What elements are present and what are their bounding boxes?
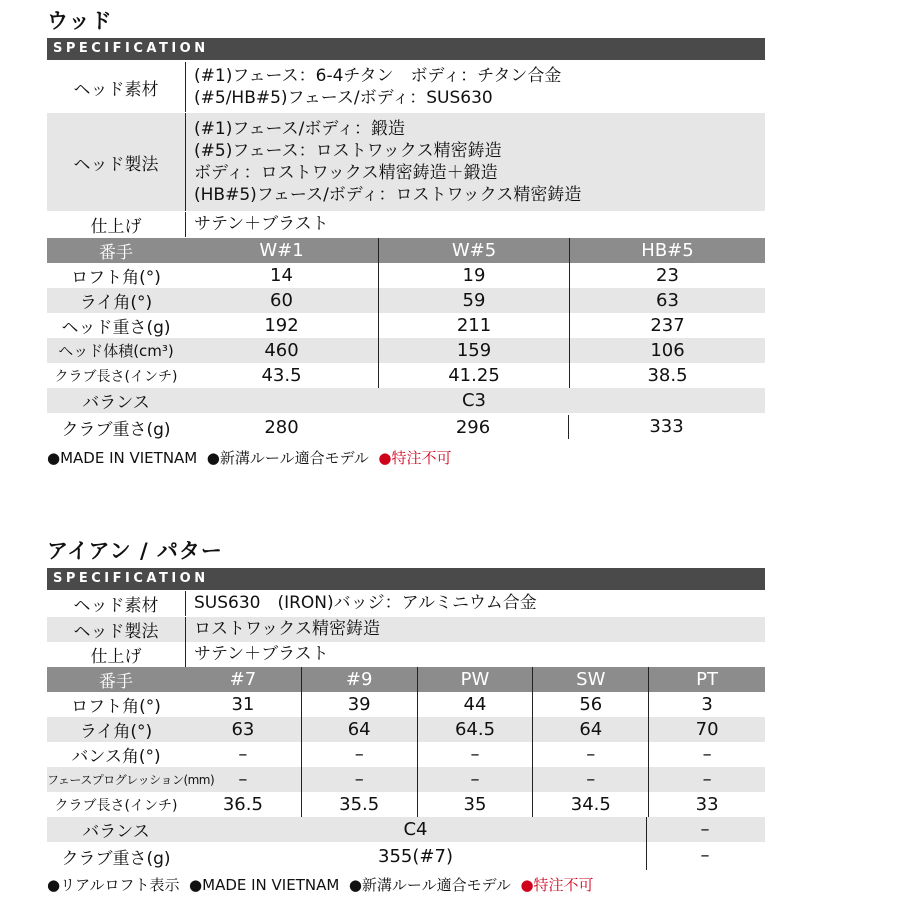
header-w5: W#5	[378, 238, 569, 263]
cell: 159	[378, 338, 569, 363]
iron-balance-row	[47, 817, 765, 842]
header-9: #9	[301, 667, 417, 692]
cell: 44	[417, 692, 533, 717]
row-label: 仕上げ	[90, 647, 142, 667]
row-label: ヘッド体積(cm³)	[58, 342, 174, 360]
cell: –	[238, 744, 248, 765]
cell: –	[301, 742, 417, 767]
iron-header-row	[47, 667, 765, 692]
cell: 31	[231, 694, 255, 715]
cell: 39	[301, 692, 417, 717]
iron-loft-row	[47, 692, 765, 717]
cell: 35	[417, 792, 533, 817]
cell: 60	[270, 290, 293, 311]
cell: 64.5	[417, 717, 533, 742]
cell: 192	[264, 315, 299, 336]
wood-balance-row	[47, 388, 765, 413]
cell: 38.5	[569, 363, 765, 388]
cell: –	[417, 742, 533, 767]
header-pw: PW	[417, 667, 533, 692]
wood-finish-row	[47, 212, 765, 237]
row-label: 仕上げ	[90, 217, 142, 237]
cell: 3	[648, 692, 765, 717]
cell: 43.5	[261, 365, 302, 386]
row-label: クラブ重さ(g)	[61, 848, 171, 869]
iron-notes	[47, 874, 594, 895]
wood-head-weight-row	[47, 313, 765, 338]
cell: 14	[270, 265, 293, 286]
cell: –	[417, 767, 533, 792]
note-groove-rule: ●新溝ルール適合モデル	[348, 876, 511, 894]
wood-head-method-value: (#1)フェース/ボディ：鍛造 (#5)フェース：ロストワックス精密鋳造 ボディ：ロストワックス精密鋳造＋鍛造 (HB#5)フェース/ボディ：ロストワックス精密鋳造	[185, 113, 765, 211]
iron-lie-row	[47, 717, 765, 742]
row-label: クラブ長さ(インチ)	[54, 368, 178, 385]
iron-weight-pt: –	[646, 842, 763, 870]
header-w1: W#1	[259, 240, 304, 261]
row-label: クラブ長さ(インチ)	[54, 797, 178, 814]
row-label: クラブ重さ(g)	[61, 419, 171, 440]
row-label: バランス	[82, 822, 150, 842]
row-label: ライ角(°)	[79, 293, 153, 313]
iron-length-row	[47, 792, 765, 817]
cell: 211	[378, 313, 569, 338]
cell: 70	[648, 717, 765, 742]
cell: 19	[378, 263, 569, 288]
iron-bounce-row	[47, 742, 765, 767]
row-label: ヘッド製法	[73, 154, 159, 175]
iron-head-method-row	[47, 617, 765, 642]
iron-head-method-value: ロストワックス精密鋳造	[185, 617, 765, 642]
cell: –	[648, 742, 765, 767]
note-made-in: ●MADE IN VIETNAM	[47, 449, 198, 467]
iron-spec-bar: SPECIFICATION	[47, 568, 765, 590]
row-label: バランス	[82, 393, 150, 413]
iron-finish-row	[47, 642, 765, 667]
wood-header-row	[47, 238, 765, 263]
row-label: ヘッド素材	[73, 596, 159, 616]
row-label: ヘッド製法	[73, 622, 159, 642]
note-no-custom: ●特注不可	[378, 449, 452, 467]
iron-balance-value: C4	[403, 819, 428, 840]
wood-lie-row	[47, 288, 765, 313]
header-pt: PT	[648, 667, 765, 692]
wood-spec-bar: SPECIFICATION	[47, 38, 765, 60]
cell: 63	[231, 719, 255, 740]
iron-club-weight-row	[47, 842, 765, 870]
row-label: ライ角(°)	[79, 722, 153, 742]
row-label: ヘッド重さ(g)	[61, 318, 171, 338]
note-real-loft: ●リアルロフト表示	[47, 876, 180, 894]
iron-title: アイアン / パター	[47, 539, 223, 563]
iron-balance-pt: –	[646, 817, 763, 842]
cell: 237	[569, 313, 765, 338]
header-hb5: HB#5	[569, 238, 765, 263]
iron-head-material-row	[47, 591, 765, 616]
row-label: ロフト角(°)	[71, 697, 161, 717]
cell: –	[532, 767, 648, 792]
iron-face-progression-row	[47, 767, 765, 792]
iron-weight-value: 355(#7)	[378, 845, 453, 867]
cell: 64	[301, 717, 417, 742]
cell: –	[532, 742, 648, 767]
header-7: #7	[229, 669, 257, 690]
header-label: 番手	[99, 672, 133, 692]
cell: –	[238, 769, 248, 790]
cell: –	[301, 767, 417, 792]
wood-finish-value: サテン＋ブラスト	[185, 212, 765, 237]
cell: 280	[264, 416, 299, 438]
cell: 64	[532, 717, 648, 742]
cell: 36.5	[222, 794, 263, 815]
row-label: バンス角(°)	[71, 747, 161, 767]
iron-head-material-value: SUS630 (IRON)バッジ：アルミニウム合金	[185, 591, 765, 616]
cell: 460	[264, 340, 299, 361]
row-label: ヘッド素材	[73, 79, 159, 100]
cell: 33	[648, 792, 765, 817]
wood-notes	[47, 447, 451, 468]
wood-head-material-row	[47, 62, 765, 112]
cell: 333	[568, 415, 764, 439]
header-label: 番手	[99, 243, 133, 263]
iron-finish-value: サテン＋ブラスト	[185, 642, 765, 667]
row-label: ロフト角(°)	[71, 268, 161, 288]
wood-balance-value: C3	[461, 390, 487, 411]
wood-club-weight-row	[47, 413, 765, 441]
wood-title: ウッド	[47, 9, 113, 33]
note-made-in: ●MADE IN VIETNAM	[189, 876, 340, 894]
wood-head-method-row	[47, 113, 765, 211]
wood-head-volume-row	[47, 338, 765, 363]
row-label: フェースプログレッション(mm)	[47, 773, 215, 787]
cell: 56	[532, 692, 648, 717]
cell: –	[648, 767, 765, 792]
header-sw: SW	[532, 667, 648, 692]
wood-length-row	[47, 363, 765, 388]
note-groove-rule: ●新溝ルール適合モデル	[206, 449, 369, 467]
cell: 106	[569, 338, 765, 363]
cell: 41.25	[378, 363, 569, 388]
cell: 34.5	[532, 792, 648, 817]
wood-loft-row	[47, 263, 765, 288]
cell: 35.5	[301, 792, 417, 817]
cell: 63	[569, 288, 765, 313]
cell: 296	[455, 416, 491, 438]
wood-head-material-value: (#1)フェース：6-4チタン ボディ：チタン合金 (#5/HB#5)フェース/ボディ：SUS630	[185, 62, 765, 112]
cell: 23	[569, 263, 765, 288]
note-no-custom: ●特注不可	[520, 876, 594, 894]
cell: 59	[378, 288, 569, 313]
